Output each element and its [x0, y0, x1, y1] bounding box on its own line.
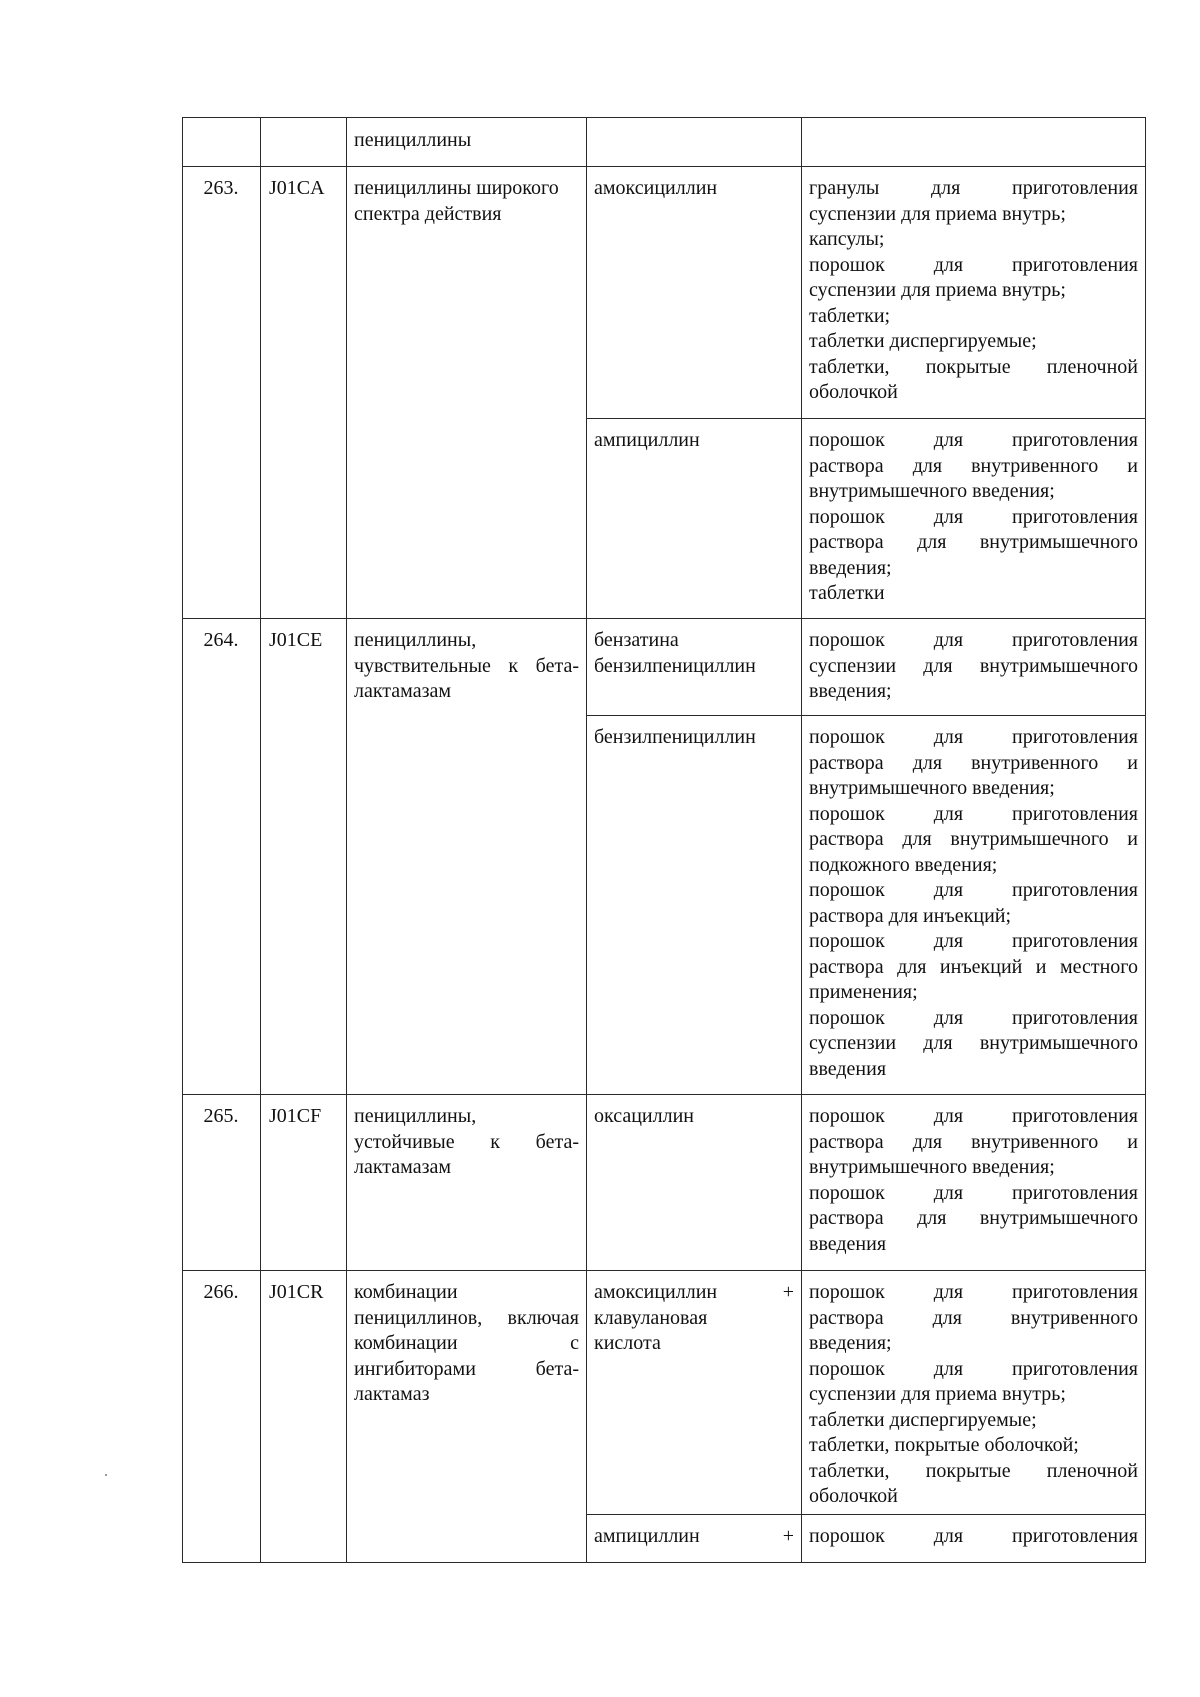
text-line: амоксициллин [594, 177, 718, 199]
text-line: устойчивые к бета- [354, 1130, 579, 1153]
text-line: таблетки; [809, 304, 891, 327]
atc-code-cell: J01CF [261, 1095, 347, 1271]
text-line: гранулы для приготовления [809, 177, 1138, 199]
text-line: комбинации с [354, 1332, 579, 1354]
header-code-cell [261, 118, 347, 167]
text-line: суспензии для приема внутрь; [809, 279, 1066, 301]
text-line: порошок для приготовления [809, 1105, 1138, 1127]
row-number-cell: 266. [183, 1271, 261, 1563]
text-line: внутримышечного введения; [809, 480, 1055, 502]
text-line: введения; [809, 556, 892, 579]
group-cell [347, 619, 587, 1095]
text-line: суспензии для внутримышечного [809, 1032, 1138, 1054]
table-row [183, 1271, 1146, 1515]
header-drug-cell [587, 118, 802, 167]
text-line: бензатина [594, 629, 679, 651]
text-line: ампициллин + [594, 1524, 794, 1547]
text-line: таблетки, покрытые пленочной [809, 355, 1138, 378]
text-line: порошок для приготовления [809, 629, 1138, 651]
text-line: введения [809, 1057, 887, 1080]
text-line: комбинации [354, 1281, 458, 1303]
text-line: таблетки [809, 582, 885, 604]
text-line: таблетки диспергируемые; [809, 1408, 1037, 1431]
text-line: суспензии для приема внутрь; [809, 1383, 1066, 1405]
table-row [183, 167, 1146, 419]
text-line: оксациллин [594, 1105, 694, 1127]
text-line: раствора для внутримышечного [809, 1207, 1138, 1229]
atc-code-cell: J01CA [261, 167, 347, 619]
text-line: порошок для приготовления [809, 253, 1138, 276]
drug-name-cell [587, 167, 802, 419]
text-line: пенициллины, [354, 629, 477, 651]
text-line: раствора для внутривенного и [809, 1130, 1138, 1153]
drug-name-cell [587, 419, 802, 619]
text-line: таблетки диспергируемые; [809, 330, 1037, 352]
text-line: порошок для приготовления [809, 930, 1138, 952]
text-line: раствора для внутримышечного и [809, 828, 1138, 850]
text-line: бензилпенициллин [594, 726, 756, 748]
text-line: суспензии для приема внутрь; [809, 202, 1066, 225]
text-line: ампициллин [594, 429, 700, 451]
text-line: лактамазам [354, 1156, 452, 1178]
atc-code-cell: J01CR [261, 1271, 347, 1563]
text-line: внутримышечного введения; [809, 777, 1055, 799]
text-line: пенициллины широкого [354, 177, 559, 199]
text-line: порошок для приготовления [809, 505, 1138, 528]
group-cell [347, 167, 587, 619]
header-num-cell [183, 118, 261, 167]
drug-list-table [182, 117, 1146, 1563]
text-line: порошок для приготовления [809, 429, 1138, 451]
text-line: раствора для внутривенного [809, 1306, 1138, 1329]
text-line: порошок для приготовления [809, 1357, 1138, 1380]
text-line: оболочкой [809, 381, 898, 403]
text-line: спектра действия [354, 202, 502, 225]
text-line: введения [809, 1232, 887, 1255]
text-line: порошок для приготовления [809, 1281, 1138, 1303]
drug-name-cell [587, 716, 802, 1095]
row-number-cell: 265. [183, 1095, 261, 1271]
text-line: кислота [594, 1332, 661, 1354]
text-line: раствора для внутривенного и [809, 751, 1138, 774]
dosage-form-cell [802, 1271, 1146, 1515]
drug-name-cell [587, 1514, 802, 1562]
text-line: порошок для приготовления [809, 879, 1138, 901]
dosage-form-cell [802, 619, 1146, 716]
text-line: таблетки, покрытые оболочкой; [809, 1434, 1079, 1456]
text-line: порошок для приготовления [809, 1524, 1138, 1547]
text-line: таблетки, покрытые пленочной [809, 1459, 1138, 1482]
header-group-cell: пенициллины [347, 118, 587, 167]
text-line: раствора для инъекций и местного [809, 955, 1138, 978]
text-line: чувствительные к бета- [354, 654, 579, 677]
text-line: внутримышечного введения; [809, 1156, 1055, 1178]
text-line: порошок для приготовления [809, 726, 1138, 748]
row-number-cell: 263. [183, 167, 261, 619]
group-cell [347, 1095, 587, 1271]
text-line: бензилпенициллин [594, 654, 756, 677]
dosage-form-cell [802, 1514, 1146, 1562]
group-cell [347, 1271, 587, 1563]
text-line: лактамазам [354, 680, 452, 702]
table-row [183, 1095, 1146, 1271]
text-line: раствора для инъекций; [809, 904, 1012, 927]
text-line: амоксициллин + [594, 1281, 794, 1303]
text-line: раствора для внутривенного и [809, 454, 1138, 477]
atc-code-cell: J01CE [261, 619, 347, 1095]
text-line: клавулановая [594, 1306, 708, 1329]
text-line: порошок для приготовления [809, 802, 1138, 825]
text-line: капсулы; [809, 228, 885, 250]
text-line: лактамаз [354, 1383, 430, 1405]
table-body [183, 118, 1146, 1563]
dosage-form-cell [802, 1095, 1146, 1271]
text-line: порошок для приготовления [809, 1181, 1138, 1204]
dosage-form-cell [802, 167, 1146, 419]
text-line: оболочкой [809, 1485, 898, 1507]
header-row [183, 118, 1146, 167]
text-line: пенициллины, [354, 1105, 477, 1127]
drug-name-cell [587, 619, 802, 716]
text-line: пенициллинов, включая [354, 1306, 579, 1329]
text-line: введения; [809, 1332, 892, 1354]
text-line: введения; [809, 680, 892, 702]
text-line: ингибиторами бета- [354, 1357, 579, 1380]
text-line: применения; [809, 981, 918, 1003]
text-line: подкожного введения; [809, 853, 998, 876]
text-line: раствора для внутримышечного [809, 531, 1138, 553]
drug-name-cell [587, 1271, 802, 1515]
header-form-cell [802, 118, 1146, 167]
text-line: суспензии для внутримышечного [809, 654, 1138, 677]
dosage-form-cell [802, 716, 1146, 1095]
drug-name-cell [587, 1095, 802, 1271]
table-row [183, 619, 1146, 716]
text-line: порошок для приготовления [809, 1006, 1138, 1029]
dosage-form-cell [802, 419, 1146, 619]
scan-speck [105, 1474, 107, 1476]
row-number-cell: 264. [183, 619, 261, 1095]
